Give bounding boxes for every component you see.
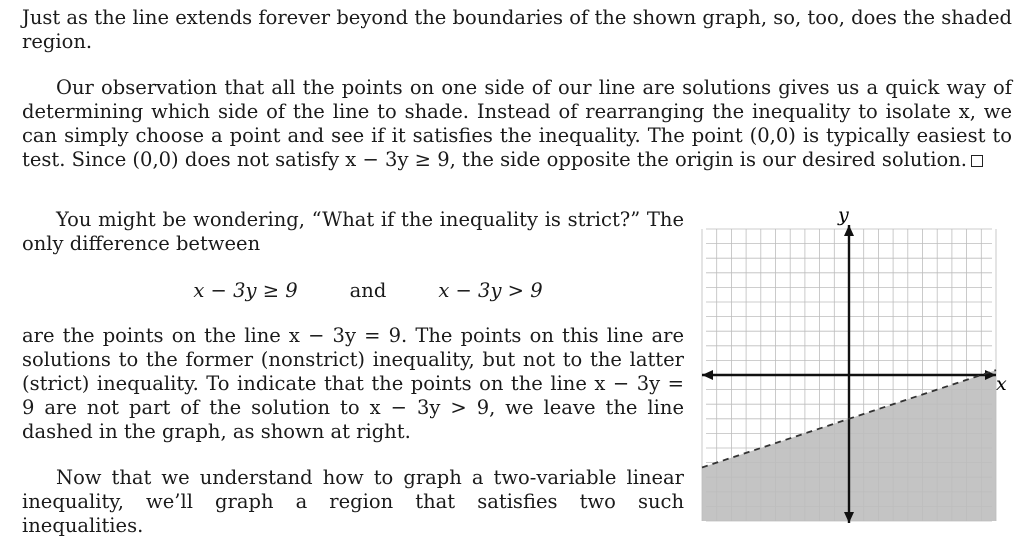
paragraph-dashed-line: are the points on the line x − 3y = 9. The points on this line are solutions to the former (nonstrict) inequality, but not to the latter (strict) inequality. To indicate that the points on the line x − 3y = 9 are not part of the solution to x − 3y > 9, we leave the line dashed in the graph, as shown at right. (22, 324, 684, 443)
p2-text: Our observation that all the points on one side of our line are solutions gives us a quick way of determining which side of the line to shade. Instead of rearranging the inequality to isolate x, we can simply choose a point and see if it satisfies the inequality. The point (0,0) is typically easiest to test. Since (0,0) does not satisfy x − 3y ≥ 9, the side opposite the origin is our desired solution. (22, 76, 1012, 171)
inequality-nonstrict: x − 3y ≥ 9 (193, 279, 298, 302)
paragraph-strict-question: You might be wondering, “What if the inequality is strict?” The only difference between (22, 208, 684, 255)
inequality-graph (700, 205, 1010, 527)
paragraph-shaded-region: Just as the line extends forever beyond the boundaries of the shown graph, so, too, does the shaded region. (22, 6, 1012, 53)
x-axis-label: x (996, 373, 1007, 395)
display-inequalities (22, 279, 684, 302)
strict-inequality-section (22, 208, 684, 538)
x-axis-left-arrow-icon (702, 370, 713, 380)
paragraph-next-topic: Now that we understand how to graph a two-variable linear inequality, we’ll graph a region that satisfies two such inequalities. (22, 466, 684, 537)
word-and: and (349, 279, 387, 302)
y-axis-top-arrow-icon (844, 225, 854, 236)
paragraph-test-point (22, 76, 1012, 172)
y-axis-label: y (838, 205, 849, 226)
inequality-strict: x − 3y > 9 (438, 279, 543, 302)
qed-square-icon (971, 155, 983, 167)
